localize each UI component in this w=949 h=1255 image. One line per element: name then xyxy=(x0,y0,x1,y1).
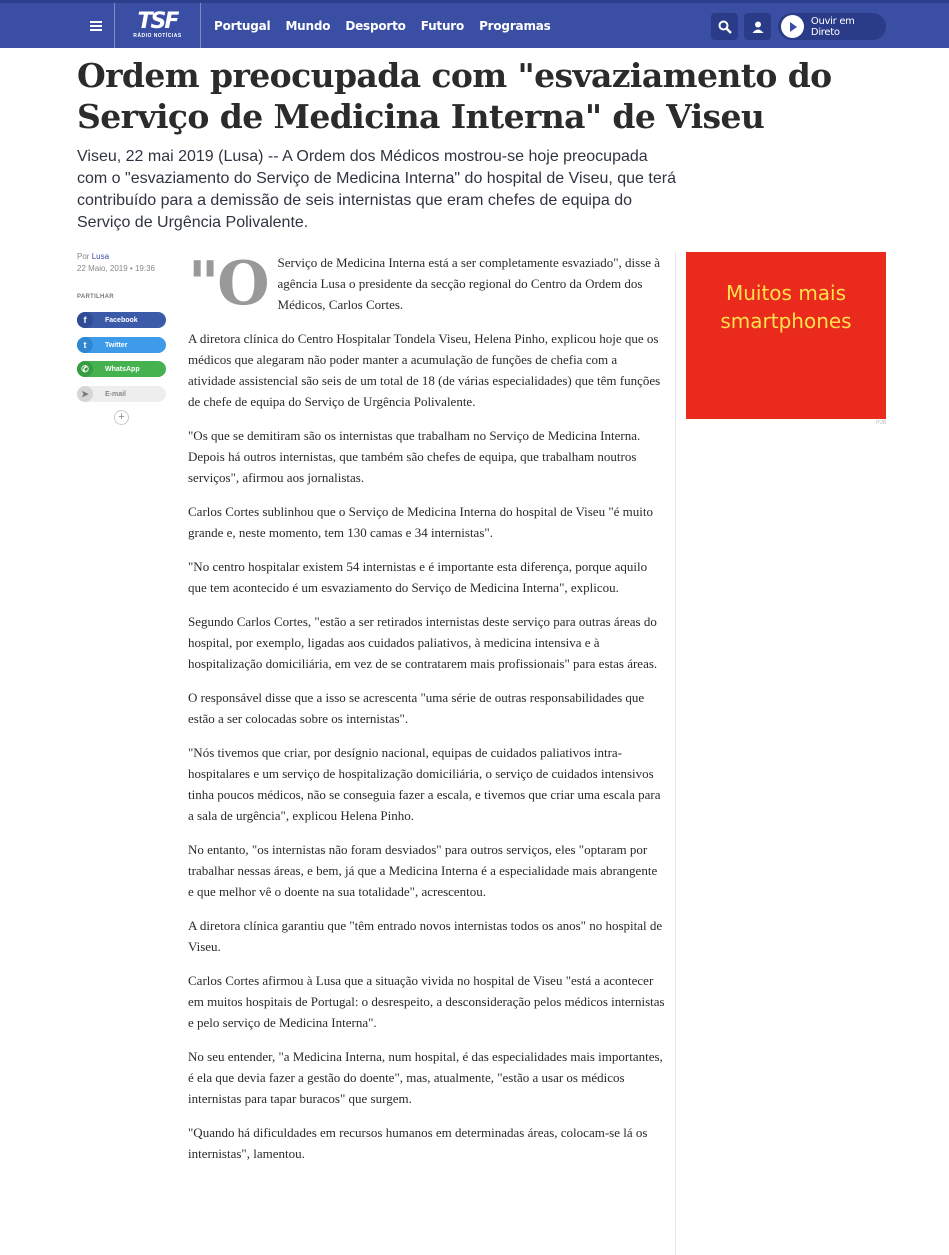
paragraph xyxy=(188,249,666,319)
share-whatsapp-label: WhatsApp xyxy=(105,365,140,373)
paragraph-text: Serviço de Medicina Interna está a ser completamente esvaziado", disse à agência Lusa o presidente da secção regional do Centro da Ordem dos Médicos, Carlos Cortes. xyxy=(277,255,661,312)
paragraph: Carlos Cortes afirmou à Lusa que a situação vivida no hospital de Viseu "está a acontecer em muitos hospitais de Portugal: o desrespeito, a desconsideração pelos médicos internistas e pelo serviço de Medicina Interna". xyxy=(188,973,665,1030)
byline xyxy=(77,252,172,273)
nav-item-futuro[interactable]: Futuro xyxy=(420,18,465,33)
ad-tag: PUB xyxy=(876,420,887,426)
paragraph: No seu entender, "a Medicina Interna, num hospital, é das especialidades mais importantes, é ela que devia fazer a gestão do doente", mas, atualmente, "estão a usar os médicos internistas para tapar buracos" que surgem. xyxy=(188,1049,663,1106)
paragraph: Carlos Cortes sublinhou que o Serviço de Medicina Interna do hospital de Viseu "é muito grande e, neste momento, tem 130 camas e 34 internistas". xyxy=(188,504,653,540)
nav-item-programas[interactable]: Programas xyxy=(479,18,551,33)
nav-item-portugal[interactable]: Portugal xyxy=(214,18,271,33)
advertisement-banner[interactable] xyxy=(686,252,886,419)
share-twitter-label: Twitter xyxy=(105,341,128,349)
more-share-button[interactable]: + xyxy=(114,410,129,425)
paragraph: "Quando há dificuldades em recursos humanos em determinadas áreas, colocam-se lá os internistas", lamentou. xyxy=(188,1125,648,1161)
sidebar-divider xyxy=(675,252,676,1255)
drop-cap: "O xyxy=(188,249,268,319)
paragraph: O responsável disse que a isso se acrescenta "uma série de outras responsabilidades que estão a ser colocadas sobre os internistas". xyxy=(188,690,645,726)
paragraph: A diretora clínica garantiu que "têm entrado novos internistas todos os anos" no hospital de Viseu. xyxy=(188,918,663,954)
search-icon xyxy=(718,20,732,34)
whatsapp-icon: ✆ xyxy=(77,361,93,377)
logo-mark: TSF xyxy=(137,9,178,34)
share-facebook-label: Facebook xyxy=(105,316,138,324)
share-email-label: E-mail xyxy=(105,390,127,398)
byline-prefix: Por xyxy=(77,252,90,261)
share-label: PARTILHAR xyxy=(77,294,114,300)
paragraph: "Nós tivemos que criar, por desígnio nacional, equipas de cuidados paliativos intra-hospitalares e um serviço de hospitalização domiciliária, o serviço de cuidados intensivos tinha poucos médicos, não se conseguia fazer a escala, e tivemos que criar uma escala para a sala de urgência", explicou Helena Pinho. xyxy=(188,745,661,823)
twitter-icon: t xyxy=(77,337,93,353)
share-whatsapp-button[interactable] xyxy=(77,361,166,377)
account-button[interactable] xyxy=(744,13,771,40)
site-logo[interactable] xyxy=(115,3,200,48)
user-icon xyxy=(752,21,764,33)
paragraph: "Os que se demitiram são os internistas que trabalham no Serviço de Medicina Interna. Depois há outros internistas, que também são chefes de equipa, que trabalham noutros serviços", afirmou aos jornalistas. xyxy=(188,428,641,485)
share-email-button[interactable] xyxy=(77,386,166,402)
publish-date: 22 Maio, 2019 • 19:36 xyxy=(77,264,155,273)
logo-subtitle: RÁDIO NOTÍCIAS xyxy=(133,33,182,39)
search-button[interactable] xyxy=(711,13,738,40)
share-twitter-button[interactable] xyxy=(77,337,166,353)
author-link[interactable]: Lusa xyxy=(91,252,110,261)
facebook-icon: f xyxy=(77,312,93,328)
top-navigation-bar xyxy=(0,0,949,48)
paragraph: No entanto, "os internistas não foram desviados" para outros serviços, eles "optaram por trabalhar nessas áreas, e bem, já que a Medicina Interna é a especialidade mais abrangente e que melhor vê o doente na sua totalidade", acrescentou. xyxy=(188,842,658,899)
article-body xyxy=(188,249,666,1177)
play-icon xyxy=(781,15,804,38)
paragraph: Segundo Carlos Cortes, "estão a ser retirados internistas deste serviço para outras áreas do hospital, por exemplo, ligadas aos cuidados paliativos, à medicina intensiva e à hospitalização domiciliária, em vez de se contratarem mais profissionais" para estas áreas. xyxy=(188,614,658,671)
main-nav xyxy=(214,3,566,48)
email-icon: ➤ xyxy=(77,386,93,402)
hamburger-icon xyxy=(90,21,102,31)
divider xyxy=(200,3,201,48)
nav-item-desporto[interactable]: Desporto xyxy=(345,18,406,33)
listen-live-button[interactable] xyxy=(778,13,886,40)
ad-text: Muitos mais smartphones xyxy=(720,281,852,333)
listen-live-label: Ouvir em Direto xyxy=(810,15,855,38)
menu-button[interactable] xyxy=(78,3,114,48)
article-title: Ordem preocupada com "esvaziamento do Serviço de Medicina Interna" de Viseu xyxy=(77,56,832,136)
paragraph: "No centro hospitalar existem 54 internistas e é importante esta diferença, porque aquilo que tem acontecido é um esvaziamento do Serviço de Medicina Interna", explicou. xyxy=(188,559,648,595)
share-facebook-button[interactable] xyxy=(77,312,166,328)
paragraph: A diretora clínica do Centro Hospitalar Tondela Viseu, Helena Pinho, explicou hoje que os médicos que alegaram não poder manter a acumulação de funções de chefia com a atividade assistencial são seis de um total de 18 (de várias especialidades) que têm funções de chefe de equipa do Serviço de Urgência Polivalente. xyxy=(188,331,661,409)
article-lead: Viseu, 22 mai 2019 (Lusa) -- A Ordem dos Médicos mostrou-se hoje preocupada com o "esvaziamento do Serviço de Medicina Interna" do hospital de Viseu, que terá contribuído para a demissão de seis internistas que eram chefes de equipa do Serviço de Urgência Polivalente. xyxy=(77,148,676,231)
nav-item-mundo[interactable]: Mundo xyxy=(285,18,331,33)
